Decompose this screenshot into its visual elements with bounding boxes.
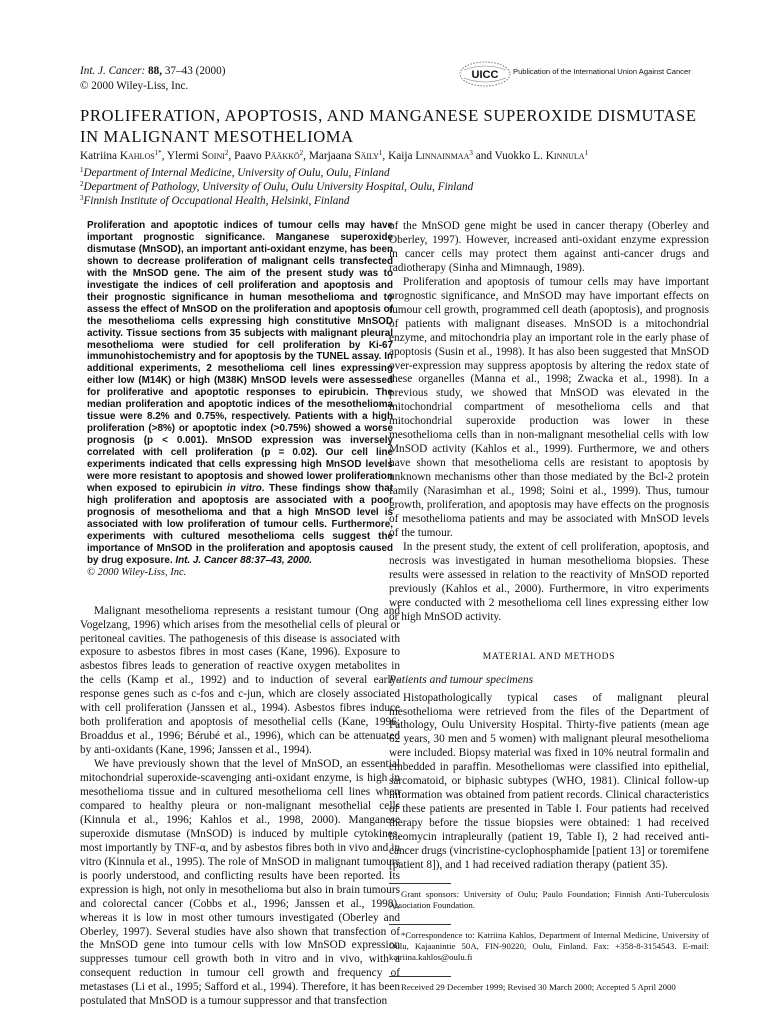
author-first-name: Kaija [388, 150, 416, 162]
intro-paragraph-1: Malignant mesothelioma represents a resistant tumour (Ong and Vogelzang, 1996) which arises from the mesothelial cells of pleural or peritoneal cavities. The pathogenesis of this disease is associated with exposure to asbestos fibres in most cases (Kane, 1996). Exposure to asbestos fibres leads to generation of reactive oxygen metabolites in the cells (Kamp et al., 1992) and to induction of several early-response genes such as c-fos and c-jun, which are closely associated with cell proliferation (Janssen et al., 1994). Asbestos fibres induce both proliferation and apoptosis of mesothelial cells (Kane, 1996; Broaddus et al., 1996; Bérubé et al., 1996), which can be attenuated by anti-oxidants (Kane, 1996; Janssen et al., 1994). [80, 604, 400, 757]
abstract-text: Proliferation and apoptotic indices of tumour cells may have important prognostic significance. Manganese superoxide dismutase (MnSOD), an important anti-oxidant enzyme, has been shown to decrease proliferation of malignant cells transfected with the MnSOD gene. The aim of the present study was to investigate the indices of cell proliferation and apoptosis and their prognostic significance in human mesothelioma and to assess the effect of MnSOD on the proliferation and apoptosis of the mesothelioma cells expressing high constitutive MnSOD activity. Tissue sections from 35 subjects with malignant pleural mesothelioma were studied for cell proliferation by Ki-67 immunohistochemistry and for apoptosis by the TUNEL assay. In additional experiments, 2 mesothelioma cell lines expressing either low (M14K) or high (M38K) MnSOD levels were assessed for proliferative and apoptotic responses to epirubicin. The median proliferation and apoptotic indices of the mesothelioma tissue were 8.2% and 0.75%, respectively. Patients with a high proliferation (>8%) or apoptotic index (>0.75%) showed a worse prognosis (p < 0.001). MnSOD expression was inversely correlated with cell proliferation (p = 0.02). Our cell line experiments indicated that cells expressing high MnSOD levels were more resistant to apoptosis and showed lower proliferation when exposed to epirubicin [87, 220, 393, 494]
logo-text: UICC [471, 69, 499, 81]
grant-footnote: Grant sponsors: University of Oulu; Paulo Foundation; Finnish Anti-Tuberculosis Association Foundation. [389, 888, 709, 910]
affiliation-text: Department of Internal Medicine, University of Oulu, Oulu, Finland [83, 167, 390, 179]
author-last-name: Linnainmaa [415, 150, 470, 162]
author-last-name: Säily [354, 150, 379, 162]
author [167, 150, 229, 162]
author-list [80, 150, 720, 162]
author-separator: , [382, 150, 389, 162]
footnote-rule-3 [389, 976, 451, 977]
author [495, 150, 588, 162]
uicc-logo [458, 60, 512, 88]
affiliations [80, 167, 473, 208]
journal-pages: 37–43 (2000) [164, 65, 226, 77]
author [234, 150, 303, 162]
methods-paragraph: Histopathologically typical cases of malignant pleural mesothelioma were retrieved from the files of the Department of Pathology, Oulu University Hospital. Thirty-five patients (mean age 62 years, 30 men and 5 women) with malignant pleural mesothelioma were included. Biopsy material was fixed in 10% neutral formalin and embedded in paraffin. Mesotheliomas were classified into epithelial, sarcomatoid, or biphasic subtypes (WHO, 1981). Clinical follow-up information was obtained from patient records. Clinical characteristics of these patients are presented in Table I. Four patients had received therapy before the tissue biopsies were obtained: 1 had received bleomycin intrapleurally (patient 19, Table I), 2 had received anti-cancer drugs (vincristine-cyclophosphamide [patient 13] or toremifene [patient 8]), and 1 had received radiation therapy (patient 35). [389, 691, 709, 871]
author-first-name: Ylermi [166, 150, 202, 162]
author-separator: , [161, 150, 167, 162]
footnote-rule [389, 883, 451, 884]
abstract-copyright: © 2000 Wiley-Liss, Inc. [87, 566, 187, 578]
correspondence-footnote: *Correspondence to: Katriina Kahlos, Department of Internal Medicine, University of Oulu, Kajaanintie 50A, FIN-90220, Oulu, Finland. Fax: +358-8-3154543. E-mail: katriina.kahlos@oulu.fi [389, 929, 709, 962]
author [309, 150, 383, 162]
author-affiliation-mark: 2 [299, 149, 304, 157]
abstract-text-2: . These findings show that high proliferation and apoptosis are associated with a poor prognosis of mesothelioma and that a high MnSOD level is associated with low proliferation of tumour cells. Furthermore, experiments with cultured mesothelioma cells suggest the importance of MnSOD in the proliferation and apoptosis caused by drug exposure. [87, 482, 393, 566]
author-affiliation-mark: 1 [378, 149, 383, 157]
journal-header [80, 64, 225, 94]
affiliation-text: Finnish Institute of Occupational Health, Helsinki, Finland [83, 194, 350, 207]
author-separator: , [303, 150, 309, 162]
journal-volume: 88, [148, 65, 163, 77]
author-affiliation-mark: 1 [584, 149, 589, 157]
left-column [80, 220, 400, 1009]
methods-subheading: Patients and tumour specimens [389, 673, 534, 686]
affiliation-number: 2 [80, 179, 84, 188]
author-first-name: Marjaana [308, 150, 355, 162]
article-title: PROLIFERATION, APOPTOSIS, AND MANGANESE SUPEROXIDE DISMUTASE IN MALIGNANT MESOTHELIOMA [80, 106, 697, 146]
author-last-name: Pääkkö [264, 150, 300, 162]
publisher-note: Publication of the International Union Against Cancer [513, 67, 691, 76]
abstract-citation: Int. J. Cancer 88:37–43, 2000. [175, 554, 313, 566]
abstract-in-vitro: in vitro [227, 482, 262, 494]
author-affiliation-mark: 2 [224, 149, 229, 157]
journal-name: Int. J. Cancer: [80, 65, 146, 77]
affiliation-number: 3 [80, 193, 84, 202]
intro-paragraph-2: We have previously shown that the level of MnSOD, an essential mitochondrial superoxide-scavenging anti-oxidant enzyme, is high in mesothelioma tissue and in cultured mesothelioma cell lines when compared to healthy pleura or non-malignant mesothelial cells (Kinnula et al., 1996; Kahlos et al., 1998, 2000). Manganese superoxide dismutase (MnSOD) is induced by multiple cytokines, most importantly by TNF-α, and by asbestos fibres both in vivo and in vitro (Kinnula et al., 1995). The role of MnSOD in malignant tumours is poorly understood, and conflicting results have been reported. Its expression is high, not only in mesothelioma but also in brain tumours and colorectal cancer (Cobbs et al., 1996; Janssen et al., 1998), whereas it is low in most other tumours investigated (Oberley and Oberley, 1997). Several studies have also shown that transfection of the MnSOD gene into tumour cells with low MnSOD expression suppresses tumour cell growth both in vitro and in vivo, with a consequent reduction in tumour cell growth and frequency of metastases (Li et al., 1995; Safford et al., 1994). Therefore, it has been postulated that MnSOD is a tumour suppressor and that transfection [80, 758, 400, 1008]
copyright-line: © 2000 Wiley-Liss, Inc. [80, 80, 189, 92]
intro-paragraph-5: In the present study, the extent of cell proliferation, apoptosis, and necrosis was investigated in human mesothelioma biopsies. These results were assessed in relation to the reactivity of MnSOD reported previously (Kahlos et al., 2000). Furthermore, in vitro experiments were conducted with 2 mesothelioma cell lines expressing either low or high MnSOD activity. [389, 540, 709, 623]
affiliation-number: 1 [80, 166, 84, 174]
received-footnote: Received 29 December 1999; Revised 30 March 2000; Accepted 5 April 2000 [401, 981, 676, 992]
author-first-name: Paavo [234, 150, 265, 162]
author-last-name: Kinnula [545, 150, 585, 162]
right-column [389, 220, 709, 1006]
footnote-rule-2 [389, 924, 451, 925]
author-separator: and [472, 150, 495, 162]
affiliation [80, 181, 473, 195]
author [388, 150, 473, 162]
intro-paragraph-3: of the MnSOD gene might be used in cancer therapy (Oberley and Oberley, 1997). However, increased anti-oxidant enzyme expression in cancer cells may protect them against anti-cancer drugs and radiotherapy (Sinha and Mimnaugh, 1989). [389, 220, 709, 274]
methods-heading: MATERIAL AND METHODS [482, 651, 616, 662]
intro-paragraph-4: Proliferation and apoptosis of tumour cells may have important prognostic significance, and MnSOD may have important effects on tumour cell growth, programmed cell death (apoptosis), and prognosis of patients with malignant diseases. MnSOD is a mitochondrial enzyme, and mitochondria play an important role in the early phase of apoptosis (Susin et al., 1998). It has also been suggested that MnSOD over-expression may suppress apoptosis by altering the redox state of these organelles (Manna et al., 1998; Zwacka et al., 1998). In a previous study, we showed that MnSOD was elevated in the mitochondrial compartment of mesothelioma cells and that mitochondrial superoxide production was lower in these mesothelioma cells than in non-malignant mesothelial cells with low MnSOD activity (Kahlos et al., 1999). Furthermore, we and others have shown that mesothelioma cells are resistant to apoptosis by unknown mechanisms other than those mediated by the Bcl-2 protein family (Narasimhan et al., 1998; Soini et al., 1999). Thus, tumour growth, proliferation, and apoptosis may have effects on the prognosis of mesothelioma patients and may be associated with MnSOD levels of the tumour. [389, 275, 709, 539]
author-last-name: Soini [201, 150, 225, 162]
affiliation [80, 167, 473, 181]
abstract [80, 220, 400, 579]
affiliation-text: Department of Pathology, University of Oulu, Oulu University Hospital, Oulu, Finland [83, 180, 474, 193]
author-affiliation-mark: 3 [469, 149, 473, 157]
author-last-name: Kahlos [119, 150, 155, 162]
affiliation [80, 195, 473, 209]
author-first-name: Katriina [80, 150, 120, 162]
author-separator: , [228, 150, 235, 162]
author-first-name: Vuokko L. [494, 150, 546, 162]
author-affiliation-mark: 1* [154, 149, 162, 157]
author [80, 150, 162, 162]
